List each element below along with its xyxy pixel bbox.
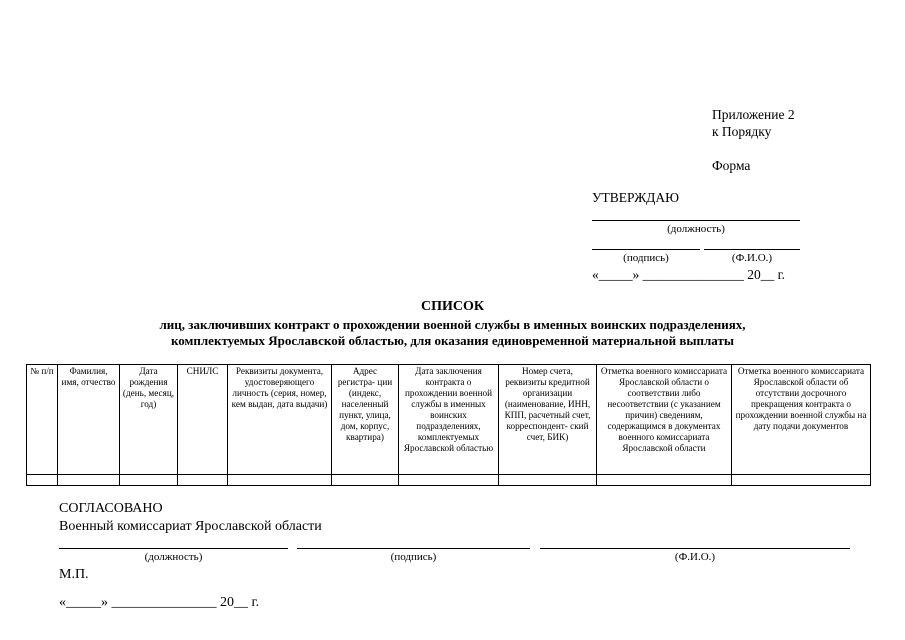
approve-position-line (592, 220, 800, 221)
approve-position-caption: (должность) (667, 223, 725, 235)
document-subtitle-line2: комплектуемых Ярославской областью, для оказания единовременной материальной выплаты (170, 333, 735, 348)
approve-signature-line (592, 249, 700, 250)
col-header-termination-mark: Отметка военного комиссариата Ярославской области об отсутствии досрочного прекращения контракта о прохождении военной службы на дату подачи документов (732, 365, 871, 475)
col-header-compliance-mark: Отметка военного комиссариата Ярославской области о соответствии либо несоответствии (с указанием причин) сведениям, содержащимся в документах военного комиссариата Ярославской области (597, 365, 732, 475)
document-title: СПИСОК (420, 299, 485, 314)
agreed-signature-line (297, 548, 530, 549)
col-header-contract-date: Дата заключения контракта о прохождении военной службы в именных воинских подразделениях, комплектуемых Ярославской областью (399, 365, 499, 475)
col-header-birth-date: Дата рождения (день, месяц, год) (120, 365, 178, 475)
table-header-row (27, 365, 871, 475)
agreed-position-caption: (должность) (144, 551, 203, 563)
approve-name-line (704, 249, 800, 250)
agreed-organization: Военный комиссариат Ярославской области (59, 519, 322, 534)
col-header-full-name: Фамилия, имя, отчество (58, 365, 120, 475)
col-header-snils: СНИЛС (178, 365, 228, 475)
agreed-signature-caption: (подпись) (390, 551, 437, 563)
stamp-label: М.П. (59, 567, 89, 582)
agreed-position-line (59, 548, 288, 549)
form-label: Форма (712, 158, 751, 173)
recipients-table (26, 364, 871, 486)
appendix-number: Приложение 2 (712, 107, 795, 122)
agreed-date: «_____» _______________ 20__ г. (59, 595, 260, 610)
col-header-id-document: Реквизиты документа, удостоверяющего личность (серия, номер, кем выдан, дата выдачи) (228, 365, 332, 475)
col-header-number: № п/п (27, 365, 58, 475)
agreed-name-caption: (Ф.И.О.) (674, 551, 716, 563)
appendix-reference: к Порядку (712, 124, 772, 139)
col-header-address: Адрес регистра- ции (индекс, населенный пункт, улица, дом, корпус, квартира) (332, 365, 399, 475)
table-row (27, 475, 871, 486)
agreed-name-line (540, 548, 850, 549)
approve-heading: УТВЕРЖДАЮ (592, 190, 680, 205)
approve-signature-caption: (подпись) (623, 252, 669, 264)
col-header-bank-account: Номер счета, реквизиты кредитной организации (наименование, ИНН, КПП, расчетный счет, корреспондент- ский счет, БИК) (499, 365, 597, 475)
document-subtitle-line1: лиц, заключивших контракт о прохождении военной службы в именных воинских подразделениях, (159, 317, 746, 332)
approve-name-caption: (Ф.И.О.) (731, 252, 773, 264)
agreed-heading: СОГЛАСОВАНО (59, 501, 163, 516)
approve-date: «_____» _______________ 20__ г. (592, 267, 786, 282)
